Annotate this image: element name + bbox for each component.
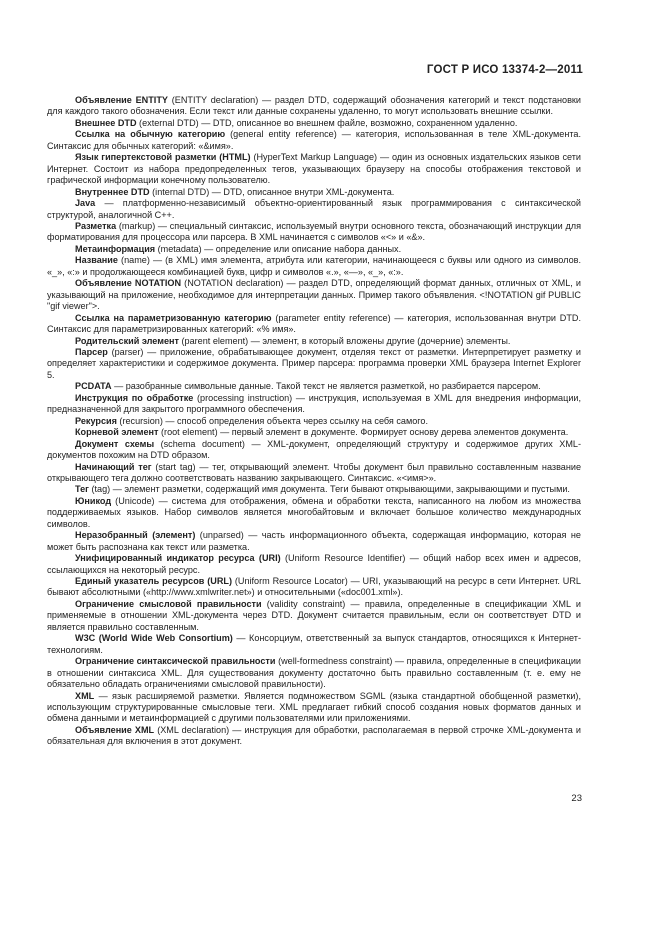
glossary-term: W3C (World Wide Web Consortium) xyxy=(75,633,233,644)
glossary-definition: (recursion) — способ определения объекта через ссылку на себя самого. xyxy=(116,415,428,426)
glossary-term: Документ схемы xyxy=(75,438,155,449)
glossary-term: PCDATA xyxy=(75,381,112,392)
glossary-entry xyxy=(47,381,581,392)
glossary-term: Ссылка на параметризованную категорию xyxy=(75,312,272,323)
glossary-definition: — разобранные символьные данные. Такой текст не является разметкой, но разбирается парсером. xyxy=(111,381,541,392)
glossary-term: Парсер xyxy=(75,346,108,357)
glossary-term: Внешнее DTD xyxy=(75,117,137,128)
glossary-term: Объявление ENTITY xyxy=(75,95,168,105)
glossary-term: Тег xyxy=(75,484,89,495)
glossary-entry xyxy=(47,599,581,633)
glossary-definition: (processing instruction) — инструкция, используемая в XML для внедрения информации, предназначенной для закрытого программного обеспечения. xyxy=(47,392,582,415)
glossary-definition: (parser) — приложение, обрабатывающее документ, отделяя текст от разметки. Интерпретирует разметку и определяет характеристики и содержимое документа. Пример парсера: программа проверки XML браузера Internet Explorer 5. xyxy=(47,346,581,380)
glossary-entry xyxy=(47,725,581,748)
glossary-definition: (root element) — первый элемент в документе. Формирует основу дерева элементов документа. xyxy=(158,427,569,438)
glossary-entry xyxy=(47,484,581,495)
glossary-entry xyxy=(47,347,581,381)
glossary-entry xyxy=(47,278,581,312)
glossary-term: Родительский элемент xyxy=(75,335,179,346)
glossary-definition: — платформенно-независимый объектно-ориентированный язык программирования с синтаксической структурой, аналогичной С++. xyxy=(47,198,581,220)
glossary-term: Унифицированный индикатор ресурса (URI) xyxy=(75,553,281,564)
glossary-entry xyxy=(47,553,581,576)
glossary-definition: (general entity reference) — категория, использованная в теле XML-документа. Синтаксис для обычных категорий: «&имя». xyxy=(47,129,581,151)
glossary-definition: (Uniform Resource Identifier) — общий набор всех имен и адресов, ссылающихся на некоторый ресурс. xyxy=(47,553,581,575)
glossary-term: Ограничение синтаксической правильности xyxy=(75,656,276,667)
glossary-entry xyxy=(47,255,581,278)
glossary-term: Ссылка на обычную категорию xyxy=(75,129,226,140)
glossary-definition: (HyperText Markup Language) — один из основных издательских языков сети Интернет. Состоит из набора предопределенных тегов, указывающих браузеру на способы отображения текстовой и графической информации конечному пользователю. xyxy=(47,152,581,186)
glossary-entry xyxy=(47,313,581,336)
glossary-term: Единый указатель ресурсов (URL) xyxy=(75,576,232,587)
glossary-entry xyxy=(47,633,581,656)
document-code: ГОСТ Р ИСО 13374-2—2011 xyxy=(426,64,583,76)
glossary-term: Метаинформация xyxy=(75,243,156,254)
glossary-entry xyxy=(47,221,581,244)
glossary-entry xyxy=(47,416,581,427)
glossary-definition: (external DTD) — DTD, описанное во внешнем файле, возможно, сохраненном удаленно. xyxy=(136,117,518,128)
glossary-entry xyxy=(47,118,581,129)
glossary-term: Начинающий тег xyxy=(75,461,152,472)
glossary-term: Язык гипертекстовой разметки (HTML) xyxy=(75,152,251,163)
glossary-definition: — Консорциум, ответственный за выпуск стандартов, относящихся к Интернет-технологиям. xyxy=(47,633,581,655)
glossary-entry xyxy=(47,427,581,438)
glossary-definition: (tag) — элемент разметки, содержащий имя документа. Теги бывают открывающими, закрывающими и пустыми. xyxy=(88,484,570,495)
glossary-body xyxy=(47,95,581,748)
glossary-definition: (metadata) — определение или описание набора данных. xyxy=(155,243,402,254)
glossary-entry xyxy=(47,439,581,462)
glossary-definition: (internal DTD) — DTD, описанное внутри XML-документа. xyxy=(149,186,395,197)
glossary-definition: (validity constraint) — правила, определенные в спецификации XML и применяемые в отношении XML-документа через DTD. Документ считается правильным, если он соответствует DTD и является правильно составленным. xyxy=(47,598,581,632)
glossary-definition: (start tag) — тег, открывающий элемент. Чтобы документ был правильно составленным название открывающего тега должно соответствовать названию закрывающего. Синтаксис. «<имя>». xyxy=(47,461,582,483)
glossary-term: Объявление XML xyxy=(75,724,155,735)
glossary-term: Инструкция по обработке xyxy=(75,392,194,403)
glossary-definition: (Unicode) — система для отображения, обмена и обработки текста, написанного на любом из множества поддерживаемых языков. Набор символов является многобайтовым и включает большое количество международных символов. xyxy=(47,495,581,529)
glossary-term: Название xyxy=(75,255,118,266)
glossary-definition: — язык расширяемой разметки. Является подмножеством SGML (языка стандартной обобщенной разметки), использующим структурированные смысловые теги. XML предлагает гибкий способ создания новых форматов данных и обмена данными и метаинформацией с другими пользователями или приложениями. xyxy=(47,690,581,724)
glossary-definition: (ENTITY declaration) — раздел DTD, содержащий обозначения категорий и текст подстановки для каждого такого обозначения. Если текст или данные сохранены удаленно, то могут использовать внешние ссылки. xyxy=(47,95,581,117)
glossary-entry xyxy=(47,198,581,221)
glossary-entry xyxy=(47,576,581,599)
glossary-entry xyxy=(47,496,581,530)
glossary-entry xyxy=(47,691,581,725)
glossary-definition: (parent element) — элемент, в который вложены другие (дочерние) элементы. xyxy=(178,335,511,346)
glossary-term: Ограничение смысловой правильности xyxy=(75,598,262,609)
glossary-term: XML xyxy=(75,690,95,701)
glossary-definition: (schema document) — XML-документ, определяющий структуру и содержимое других XML-документов похожим на DTD образом. xyxy=(47,438,582,461)
glossary-term: Корневой элемент xyxy=(75,427,159,438)
glossary-definition: (well-formedness constraint) — правила, определенные в спецификации в отношении синтаксиса XML. Для существования документу достаточно быть правильно составленным (т. е. ему не обязательно обладать ограничениями смысловой правильности). xyxy=(47,656,581,690)
glossary-entry xyxy=(47,462,581,485)
glossary-definition: (NOTATION declaration) — раздел DTD, определяющий формат данных, отличных от XML, и указывающий на приложение, необходимое для интерпретации данных. Пример такого объявления. <!NOTATION gif PUBLIC "gif viewer">. xyxy=(47,278,582,312)
glossary-term: Рекурсия xyxy=(75,415,117,426)
glossary-definition: (Uniform Resource Locator) — URI, указывающий на ресурс в сети Интернет. URL бывают абсолютными («http://www.xmlwriter.net») и относительными («doc001.xml»). xyxy=(47,576,581,598)
glossary-term: Юникод xyxy=(75,495,112,506)
glossary-entry xyxy=(47,244,581,255)
glossary-definition: (markup) — специальный синтаксис, используемый внутри основного текста, обозначающий инструкции для форматирования для процессора или парсера. В XML начинается с символов «<» и «&». xyxy=(47,220,581,243)
glossary-term: Java xyxy=(75,198,96,209)
glossary-definition: (name) — (в XML) имя элемента, атрибута или категории, начинающееся с буквы или одного из символов. «_», «:» и продолжающееся комбинацией букв, цифр и символов «.», «—», «_», «:». xyxy=(47,255,581,277)
glossary-entry xyxy=(47,129,581,152)
glossary-entry xyxy=(47,95,581,118)
glossary-entry xyxy=(47,393,581,416)
glossary-definition: (parameter entity reference) — категория, использованная внутри DTD. Синтаксис для параметризированных категорий: «% имя». xyxy=(47,312,581,335)
glossary-term: Неразобранный (элемент) xyxy=(75,530,196,541)
glossary-term: Объявление NOTATION xyxy=(75,278,182,289)
glossary-entry xyxy=(47,152,581,186)
glossary-entry xyxy=(47,187,581,198)
glossary-entry xyxy=(47,336,581,347)
glossary-term: Разметка xyxy=(75,220,117,231)
glossary-entry xyxy=(47,530,581,553)
glossary-term: Внутреннее DTD xyxy=(75,186,150,197)
glossary-entry xyxy=(47,656,581,690)
glossary-definition: (XML declaration) — инструкция для обработки, располагаемая в первой строчке XML-документа и обязательная для включения в этот документ. xyxy=(47,724,581,747)
page-number: 23 xyxy=(571,793,582,804)
glossary-definition: (unparsed) — часть информационного объекта, содержащая информацию, которая не может быть распознана как текст или разметка. xyxy=(47,530,581,552)
